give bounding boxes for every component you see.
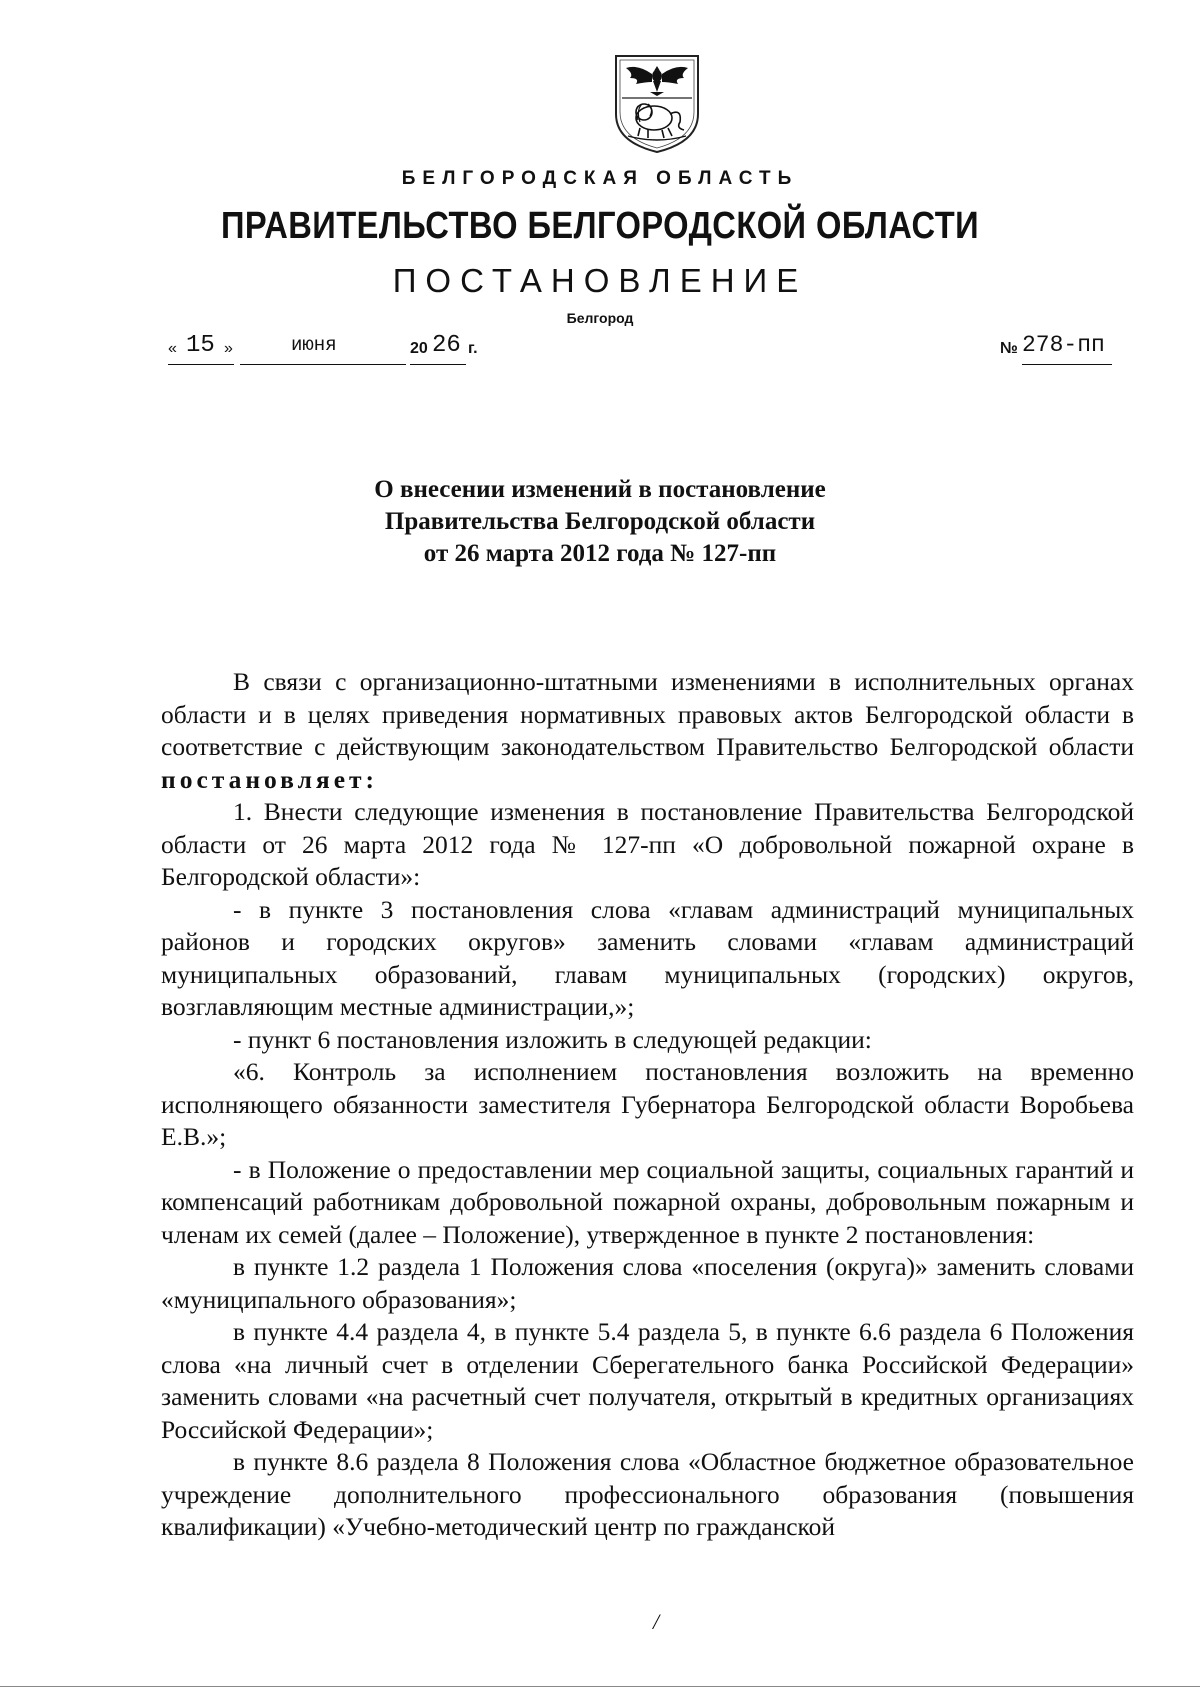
date-day: 15	[186, 332, 215, 359]
region-name: БЕЛГОРОДСКАЯ ОБЛАСТЬ	[401, 168, 799, 189]
number-underline	[1022, 364, 1112, 365]
title-line-1: О внесении изменений в постановление	[374, 476, 826, 503]
belgorod-coat-of-arms-icon	[610, 52, 704, 154]
date-open-quote: «	[168, 340, 177, 357]
paragraph-4: «6. Контроль за исполнением постановления возложить на временно исполняющего обязанности заместителя Губернатора Белгородской области Воробьева Е.В.»;	[161, 1057, 1134, 1151]
date-year-suffix: 26	[432, 332, 461, 359]
date-day-underline	[168, 364, 234, 365]
date-close-quote: »	[224, 340, 233, 357]
paragraph-3: - пункт 6 постановления изложить в следующей редакции:	[233, 1024, 872, 1054]
paragraph-5: - в Положение о предоставлении мер социальной защиты, социальных гарантий и компенсаций работникам добровольной пожарной охраны, добровольным пожарным и членам их семей (далее – Положение), утвержденное в пункте 2 постановления:	[161, 1154, 1134, 1249]
government-name: ПРАВИТЕЛЬСТВО БЕЛГОРОДСКОЙ ОБЛАСТИ	[220, 205, 980, 247]
date-month-underline	[240, 364, 406, 365]
paragraph-7: в пункте 4.4 раздела 4, в пункте 5.4 раздела 5, в пункте 6.6 раздела 6 Положения слова «на личный счет в отделении Сберегательного банка Российской Федерации» заменить словами «на расчетный счет получателя, открытый в кредитных организациях Российской Федерации»;	[161, 1317, 1134, 1444]
paragraph-2: - в пункте 3 постановления слова «главам администраций муниципальных районов и городских округов» заменить словами «главам администраций муниципальных образований, главам муниципальных (городских) округов, возглавляющим местные администрации,»;	[161, 894, 1134, 1021]
date-year-mark: г.	[468, 340, 478, 357]
paragraph-8: в пункте 8.6 раздела 8 Положения слова «Областное бюджетное образовательное учреждение дополнительного профессионального образования (повышения квалификации) «Учебно-методический центр по гражданской	[161, 1447, 1134, 1541]
decree-word: постановляет:	[161, 764, 379, 794]
number-value: 278-пп	[1022, 332, 1105, 358]
paragraph-1: 1. Внести следующие изменения в постановление Правительства Белгородской области от 26 марта 2012 года № 127-пп «О добровольной пожарной охране в Белгородской области»:	[161, 797, 1134, 891]
preamble-text: В связи с организационно-штатными изменениями в исполнительных органах области и в целях приведения нормативных правовых актов Белгородской области в соответствие с действующим законодательством Правительство Белгородской области	[161, 667, 1134, 761]
date-year-prefix: 20	[410, 340, 428, 357]
paragraph-6: в пункте 1.2 раздела 1 Положения слова «поселения (округа)» заменить словами «муниципального образования»;	[161, 1252, 1134, 1314]
paragraph-preamble	[161, 666, 1134, 796]
title-line-2: Правительства Белгородской области	[384, 508, 816, 535]
page-bottom-edge	[0, 1686, 1200, 1687]
date-year-underline	[410, 364, 466, 365]
document-title	[0, 474, 1200, 570]
page-mark: /	[653, 1609, 660, 1634]
document-type: ПОСТАНОВЛЕНИЕ	[392, 262, 808, 299]
city-name: Белгород	[566, 310, 634, 326]
date-month: июня	[291, 334, 337, 356]
document-body	[161, 666, 1134, 1544]
title-line-3: от 26 марта 2012 года № 127-пп	[423, 540, 777, 567]
number-prefix: №	[1000, 340, 1018, 357]
